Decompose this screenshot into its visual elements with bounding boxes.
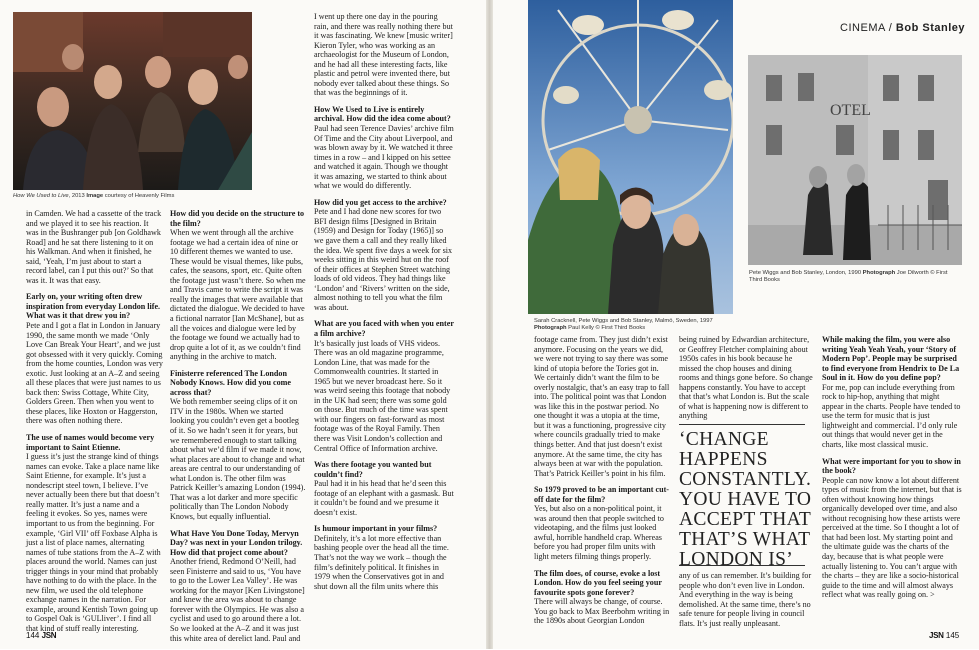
interview-question: Is humour important in your films? bbox=[314, 524, 438, 534]
svg-text:OTEL: OTEL bbox=[830, 102, 871, 119]
interview-answer: Paul had seen Terence Davies’ archive film Of Time and the City about Liverpool, and was blown away by it. We watched it three times in a row – and I kipped on his settee and watched it again. Though we thought it was amazing, we started to think about what we would do differently. bbox=[314, 124, 454, 191]
interview-answer: Yes, but also on a non-political point, it was around then that people switched to videotaping, and the films just looked awful, horrible handheld crap. Whereas before you had proper film units with light meters filming things properly. bbox=[534, 504, 664, 562]
pullquote-rule-bottom bbox=[679, 565, 805, 566]
photo-caption-london-1990: Pete Wiggs and Bob Stanley, London, 1990 Photograph Joe Dilworth © First Third Books bbox=[749, 270, 948, 284]
interview-answer: Definitely, it’s a lot more effective than bashing people over the head all the time. That’s not the way we work – though the film’s definitely political. It finishes in 1979 when the Conservatives got in and shut down all the film units where this bbox=[314, 533, 449, 591]
interview-question: While making the film, you were also writing Yeah Yeah Yeah, your ‘Story of Modern Pop’. People may be surprised to find everyone from Hendrix to De La Soul in it. How do you define pop? bbox=[822, 335, 960, 383]
body-paragraph: in Camden. We had a cassette of the track and we played it to see his reaction. It was in the Bushranger pub [on Goldhawk Road] and he sat there listening to it on his Walkman. And when it finished, he said, ‘Yeah, I’m just about to start a record label, can I put this out?’ So that was it. It was that easy. bbox=[26, 209, 162, 285]
article-column-4 bbox=[534, 335, 671, 633]
article-column-2 bbox=[170, 209, 307, 650]
body-paragraph: I went up there one day in the pouring rain, and there was really nothing there but it was fascinating. We knew [music writer] Kieron Tyler, who was working as an archaeologist for the Museum of London, and he had all these interesting facts, like plastic and petrol were invented there, but nobody ever talked about these things. So that was the beginnings of it. bbox=[314, 12, 453, 98]
pullquote-rule-top bbox=[679, 424, 805, 425]
interview-answer: People can now know a lot about different types of music from the internet, but that is often without knowing how things organically developed over time, and also without recognising how these artists were perceived at the time. So I thought a lot of that had been lost. My starting point and the ultimate guide was the charts of the day, because that is what people were actually listening to. You can’t argue with the charts – they are like a socio-historical guide to the time and will almost always reflect what was really going on. bbox=[822, 475, 962, 600]
body-paragraph: being ruined by Edwardian architecture, or Geoffrey Fletcher complaining about 1950s cafes in his book because he missed the chop houses and dining rooms and things gone before. So change happens constantly. You have to accept that that’s what London is. But the scale of what is happening now is different to anything bbox=[679, 335, 813, 421]
interview-answer: Another friend, Redmond O’Neill, had seen Finisterre and said to us, ‘You have to go to the Lower Lea Valley’. He was working for the mayor [Ken Livingstone] and knew the area was about to change forever with the Olympics. He was also a cyclist and used to go around there a lot. So we looked at the A–Z and it was just this white area of derelict land. Paul and bbox=[170, 557, 305, 643]
interview-answer: It’s basically just loads of VHS videos. There was an old magazine programme, London Line, that was made for the Commonwealth countries. It started in 1965 but we never broadcast here. So it was weird seeing this footage that nobody in the UK had seen; there was some gold on those. But much of the time was spent with our fingers on fast-forward as most footage was of the Royal Family. Then there was Visit London’s collection and Central Office of Information archive. bbox=[314, 338, 451, 453]
article-column-6 bbox=[822, 335, 962, 607]
folio-left: 144 JSN bbox=[26, 631, 57, 640]
interview-answer: Paul had it in his head that he’d seen this footage of an elephant with a gasmask. But it couldn’t be found and we presume it doesn’t exist. bbox=[314, 479, 454, 517]
hotel-street-bw-photo bbox=[748, 55, 962, 265]
folio-right: JSN 145 bbox=[929, 631, 960, 640]
photo-caption-malmo: Sarah Cracknell, Pete Wiggs and Bob Stanley, Malmö, Sweden, 1997 Photograph Paul Kelly © First Third Books bbox=[534, 318, 713, 332]
interview-question: The use of names would become very important to Saint Etienne. bbox=[26, 433, 155, 452]
interview-answer: I guess it’s just the strange kind of things names can evoke. Take a place name like Saint Etienne, for example. It’s just a nondescript steel town, I believe. I’ve never actually been there but that doesn’t really matter. It’s just a name and a feeling it evokes. So yes, names were important to us from the beginning. For example, ‘Girl VII’ off Foxbase Alpha is just a list of place names, alternating names of tube stations from the A–Z with places around the world. Names can just trigger things in your mind that probably have nothing to do with the place. In the new film, we used the old telephone exchange names in the narration. For example, around Kentish Town going up to Gospel Oak is ‘GULliver’. I find all that kind of stuff really interesting. bbox=[26, 452, 161, 633]
section-header: CINEMA / Bob Stanley bbox=[840, 22, 965, 34]
interview-question: Was there footage you wanted but couldn’t find? bbox=[314, 460, 432, 479]
article-column-5-top bbox=[679, 335, 813, 428]
interview-question: What are you faced with when you enter a film archive? bbox=[314, 319, 454, 338]
interview-question: How We Used to Live is entirely archival. How did the idea come about? bbox=[314, 104, 451, 124]
interview-question: How did you decide on the structure to the film? bbox=[170, 209, 305, 228]
interview-question: So 1979 proved to be an important cut-off date for the film? bbox=[534, 485, 669, 504]
interview-answer: We both remember seeing clips of it on ITV in the 1980s. When we started looking you couldn’t even get a bootleg of it. So we hadn’t seen it for years, but we remembered enough to start talking about what we’d film if we made it now, what places are about to change and what areas are central to our understanding of what London is. The other film was Patrick Keiller’s amazing London (1994). That was a lot darker and more specific politically than The London Nobody Knows, but equally influential. bbox=[170, 397, 306, 521]
interview-answer: When we went through all the archive footage we had a certain idea of nine or 10 different themes we wanted to use. These would be visual themes, like pubs, cafes, the seasons, sport, etc. Quite often the footage just wasn’t there. So when me and Travis came to write the script it was really the images that were available that dictated the dialogue. We decided to have a fictional narrator [Ian McShane], but as all the voices and dialogue were led by the footage we found we actually had to drop quite a lot of it, as we couldn’t find anything in the archive to match. bbox=[170, 228, 306, 362]
interview-question: What were important for you to show in the book? bbox=[822, 456, 961, 476]
article-column-3 bbox=[314, 12, 454, 598]
body-paragraph: any of us can remember. It’s building for people who don’t even live in London. And everything in the way is being demolished. At the same time, there’s no safe tenure for people living in council flats. It’s just really unpleasant. bbox=[679, 571, 812, 628]
interview-answer: There will always be change, of course. You go back to Max Beerbohm writing in the 1890s about Georgian London bbox=[534, 597, 670, 626]
interview-question: Finisterre referenced The London Nobody Knows. How did you come across that? bbox=[170, 368, 291, 397]
interview-question: Early on, your writing often drew inspiration from everyday London life. What was it that drew you in? bbox=[26, 292, 161, 321]
interview-question: How did you get access to the archive? bbox=[314, 197, 447, 207]
band-ferris-wheel-photo bbox=[528, 0, 733, 314]
interview-question: What Have You Done Today, Mervyn Day? was next in your London trilogy. How did that project come about? bbox=[170, 528, 303, 557]
film-still-pub-photo bbox=[13, 12, 252, 190]
page-gutter bbox=[486, 0, 493, 649]
interview-answer: Pete and I had done new scores for two BFI design films [Designed in Britain (1959) and Design for Today (1965)] so we gave them a call and they really liked the idea. We spent five days a week for six weeks sitting in this weird hut on the roof of their offices at Stephen Street watching loads of old videos. They had things like ‘London’ and ‘Rivers’ written on the side, almost nothing to tell you what the film was about. bbox=[314, 207, 453, 312]
interview-answer: For me, pop can include everything from rock to hip-hop, anything that might appear in the charts. People have tended to use the term for music that is just lightweight and commercial. I’d only rule out things that would never get in the charts, like most classical music. bbox=[822, 382, 961, 450]
continue-arrow: > bbox=[930, 590, 935, 600]
interview-question: The film does, of course, evoke a lost London. How do you feel seeing your favourite spots gone forever? bbox=[534, 568, 662, 597]
article-column-5-bottom bbox=[679, 571, 813, 635]
interview-answer: Pete and I got a flat in London in January 1990, the same month we made ‘Only Love Can Break Your Heart’, and we just got obsessed with it very quickly. Coming from the home counties, London was very exotic. Just looking at an A–Z and seeing all these places that were just names to us back then: Swiss Cottage, White City, Golders Green. Then when you went to these places, like Hoxton or Haggerston, there was often nothing there. bbox=[26, 321, 163, 426]
body-paragraph: footage came from. They just didn’t exist anymore. Focusing on the years we did, we were not trying to say there was some kind of utopia before the Tories got in. We certainly didn’t want the film to be overly nostalgic, that’s an easy trap to fall into. The political point was that London was like this in the postwar period. No one thought it was a utopia at the time, but it was a functioning, progressive city where councils gradually tried to make things better. And that just doesn’t exist anymore. At the same time, the city has always been at war with the population. That’s Patrick Keiller’s point in his film. bbox=[534, 335, 670, 478]
photo-caption-film-still: How We Used to Live, 2013 Image courtesy of Heavenly Films bbox=[13, 193, 175, 199]
pull-quote: ‘CHANGE HAPPENS CONSTANTLY. YOU HAVE TO ACCEPT THAT THAT’S WHAT LONDON IS’ bbox=[679, 429, 812, 570]
article-column-1 bbox=[26, 209, 163, 641]
